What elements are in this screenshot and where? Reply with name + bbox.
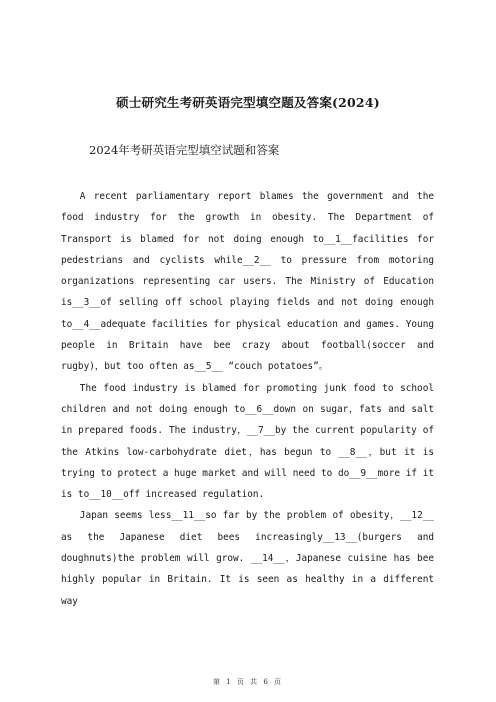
paragraph: Japan seems less__11__so far by the problem of obesity，__12__ as the Japanese diet bees increasingly__13__(burgers and doughnuts)the problem will grow. __14__，Japanese cuisine has bee highly popular in Britain. It is seen as healthy in a different way — [61, 510, 434, 607]
document-subtitle: 2024年考研英语完型填空试题和答案 — [89, 143, 280, 157]
document-title: 硕士研究生考研英语完型填空题及答案(2024) — [116, 95, 380, 110]
paragraph: The food industry is blamed for promoting junk food to school children and not doing enough to__6__down on sugar，fats and salt in prepared foods. The industry，__7__by the current popularity of the Atkins low-carbohydrate diet，has begun to __8__，but it is trying to protect a huge market and will need to do__9__more if it is to__10__off increased regulation. — [61, 382, 434, 501]
document-body — [61, 186, 434, 612]
paragraph: A recent parliamentary report blames the government and the food industry for the growth in obesity. The Department of Transport is blamed for not doing enough to__1__facilities for pedestrians and cyclists while__2__ to pressure from motoring organizations representing car users. The Ministry of Education is__3__of selling off school playing fields and not doing enough to__4__adequate facilities for physical education and games. Young people in Britain have bee crazy about football(soccer and rugby)，but too often as__5__ “couch potatoes”。 — [61, 191, 434, 373]
page-number: 第 1 页 共 6 页 — [212, 678, 284, 686]
